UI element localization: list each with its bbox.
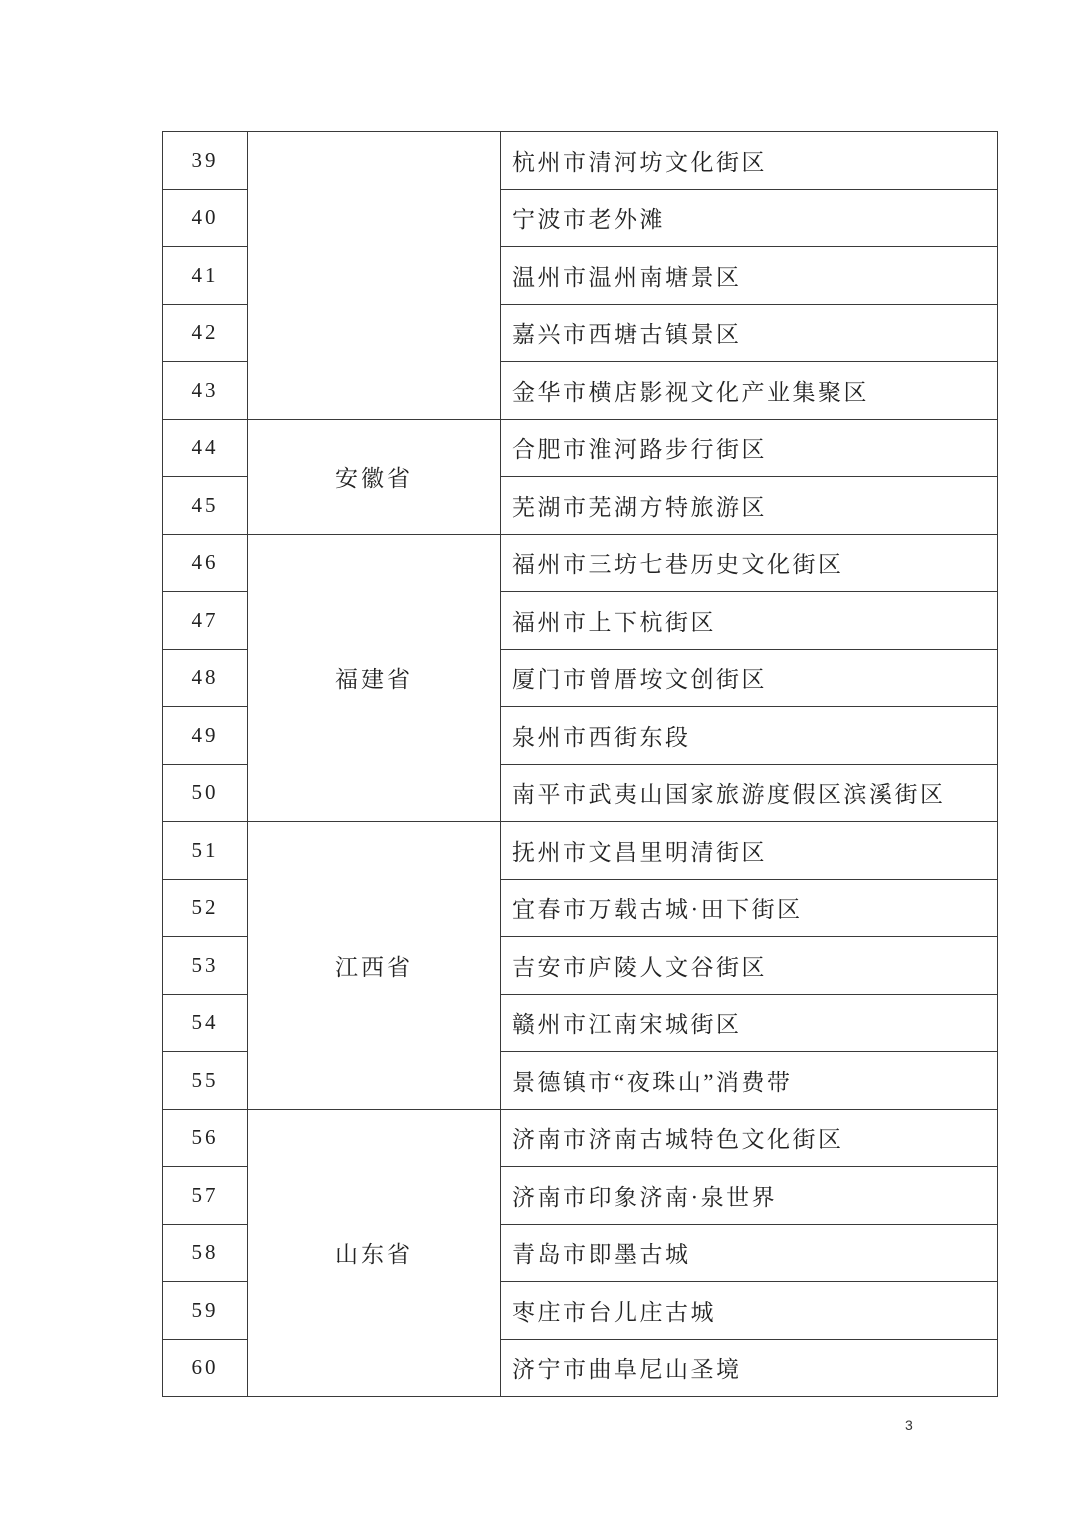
row-number: 49 (163, 707, 248, 765)
province-cell: 安徽省 (248, 419, 501, 534)
district-name: 抚州市文昌里明清街区 (501, 822, 998, 880)
row-number: 44 (163, 419, 248, 477)
province-cell: 福建省 (248, 534, 501, 822)
district-name: 宜春市万载古城·田下街区 (501, 879, 998, 937)
table-body (163, 132, 998, 1397)
row-number: 58 (163, 1224, 248, 1282)
district-name: 泉州市西街东段 (501, 707, 998, 765)
row-number: 59 (163, 1282, 248, 1340)
district-name: 福州市三坊七巷历史文化街区 (501, 534, 998, 592)
district-name: 厦门市曾厝垵文创街区 (501, 649, 998, 707)
district-name: 杭州市清河坊文化街区 (501, 132, 998, 190)
row-number: 40 (163, 189, 248, 247)
row-number: 45 (163, 477, 248, 535)
province-cell: 山东省 (248, 1109, 501, 1397)
row-number: 54 (163, 994, 248, 1052)
row-number: 53 (163, 937, 248, 995)
district-name: 济宁市曲阜尼山圣境 (501, 1339, 998, 1397)
district-name: 青岛市即墨古城 (501, 1224, 998, 1282)
district-list-table (162, 131, 998, 1397)
district-name: 济南市印象济南·泉世界 (501, 1167, 998, 1225)
row-number: 50 (163, 764, 248, 822)
district-name: 济南市济南古城特色文化街区 (501, 1109, 998, 1167)
row-number: 47 (163, 592, 248, 650)
row-number: 55 (163, 1052, 248, 1110)
row-number: 52 (163, 879, 248, 937)
page-number: 3 (905, 1417, 913, 1433)
row-number: 46 (163, 534, 248, 592)
row-number: 51 (163, 822, 248, 880)
district-name: 枣庄市台儿庄古城 (501, 1282, 998, 1340)
district-name: 芜湖市芜湖方特旅游区 (501, 477, 998, 535)
district-name: 嘉兴市西塘古镇景区 (501, 304, 998, 362)
table-row (163, 1109, 998, 1167)
table-row (163, 534, 998, 592)
row-number: 43 (163, 362, 248, 420)
district-name: 宁波市老外滩 (501, 189, 998, 247)
row-number: 56 (163, 1109, 248, 1167)
row-number: 42 (163, 304, 248, 362)
row-number: 39 (163, 132, 248, 190)
table-row (163, 822, 998, 880)
province-cell: 江西省 (248, 822, 501, 1110)
district-name: 福州市上下杭街区 (501, 592, 998, 650)
row-number: 57 (163, 1167, 248, 1225)
district-name: 温州市温州南塘景区 (501, 247, 998, 305)
row-number: 48 (163, 649, 248, 707)
district-name: 南平市武夷山国家旅游度假区滨溪街区 (501, 764, 998, 822)
table-row (163, 419, 998, 477)
district-name: 赣州市江南宋城街区 (501, 994, 998, 1052)
table-row (163, 132, 998, 190)
district-name: 吉安市庐陵人文谷街区 (501, 937, 998, 995)
province-cell (248, 132, 501, 420)
district-name: 金华市横店影视文化产业集聚区 (501, 362, 998, 420)
district-name: 合肥市淮河路步行街区 (501, 419, 998, 477)
row-number: 41 (163, 247, 248, 305)
district-name: 景德镇市“夜珠山”消费带 (501, 1052, 998, 1110)
row-number: 60 (163, 1339, 248, 1397)
